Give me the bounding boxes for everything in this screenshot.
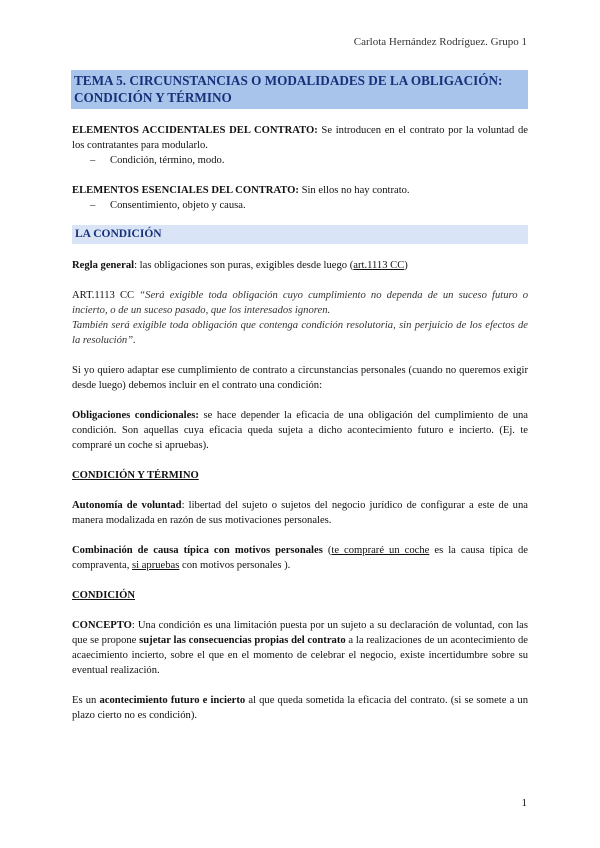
- header-author: Carlota Hernández Rodríguez. Grupo 1: [353, 36, 527, 48]
- acontecimiento-paragraph: [72, 693, 528, 723]
- accidentales-label: ELEMENTOS ACCIDENTALES DEL CONTRATO:: [72, 125, 318, 136]
- combinacion-paragraph: [72, 543, 528, 573]
- concepto-text-1: : Una condición es una limitación puesta por un sujeto a su declaración de voluntad, con las que se propone: [72, 620, 528, 646]
- concepto-bold: sujetar las consecuencias propias del contrato: [139, 635, 346, 646]
- combinacion-underline-1: te compraré un coche: [331, 545, 430, 556]
- concepto-text-2: a la realizaciones de un acontecimiento de acaecimiento incierto, sobre el que en el momento de celebrar el negocio, existe incertidumbre sobre su eventual realización.: [72, 635, 528, 676]
- accidentales-list: [72, 153, 528, 168]
- heading-cyt-label: CONDICIÓN Y TÉRMINO: [72, 470, 199, 481]
- article-link[interactable]: art.1113 CC: [353, 260, 405, 271]
- combinacion-open: (: [322, 545, 332, 556]
- regla-close: ): [404, 260, 408, 271]
- combinacion-underline-2: si apruebas: [132, 560, 180, 571]
- acontecimiento-post: al que queda sometida la eficacia del contrato. (si se somete a un plazo cierto no es condición).: [72, 695, 528, 721]
- autonomia-label: Autonomía de voluntad: [72, 500, 182, 511]
- accidentales-paragraph: [72, 123, 528, 153]
- list-item: – Condición, término, modo.: [72, 153, 528, 168]
- article-quote-paragraph: [72, 288, 528, 318]
- article-quote-1: “Será exigible toda obligación cuyo cumplimiento no dependa de un suceso futuro o incierto, o de un suceso pasado, que los interesados ignoren.: [72, 290, 528, 316]
- list-item: – Consentimiento, objeto y causa.: [72, 198, 528, 213]
- article-prefix: ART.1113 CC: [72, 290, 140, 301]
- combinacion-label: Combinación de causa típica con motivos personales: [72, 545, 323, 556]
- document-body: [72, 70, 528, 723]
- section-heading-condicion: LA CONDICIÓN: [72, 225, 528, 244]
- heading-condicion: [72, 588, 528, 603]
- regla-label: Regla general: [72, 260, 135, 271]
- obligaciones-label: Obligaciones condicionales:: [72, 410, 199, 421]
- obligaciones-text: se hace depender la eficacia de una obligación del cumplimiento de una condición. Son aquellas cuya eficacia queda sujeta a dicho acontecimiento futuro e incierto. (Ej. te compraré un coche si apruebas).: [72, 410, 528, 451]
- adaptar-paragraph: Si yo quiero adaptar ese cumplimiento de contrato a circunstancias personales (cuando no queremos exigir desde luego) debemos incluir en el contrato una condición:: [72, 365, 528, 391]
- acontecimiento-bold: acontecimiento futuro e incierto: [99, 695, 246, 706]
- esenciales-text: Sin ellos no hay contrato.: [298, 185, 410, 196]
- acontecimiento-pre: Es un: [72, 695, 100, 706]
- accidentales-text: Se introducen en el contrato por la voluntad de los contratantes para modularlo.: [72, 125, 528, 151]
- page-number: 1: [521, 797, 527, 809]
- regla-paragraph: [72, 258, 528, 273]
- esenciales-paragraph: [72, 183, 528, 198]
- heading-condicion-termino: [72, 468, 528, 483]
- combinacion-end: con motivos personales ).: [179, 560, 291, 571]
- article-quote-paragraph-2: [72, 318, 528, 348]
- regla-text: : las obligaciones son puras, exigibles desde luego (: [134, 260, 354, 271]
- document-title: TEMA 5. CIRCUNSTANCIAS O MODALIDADES DE LA OBLIGACIÓN: CONDICIÓN Y TÉRMINO: [71, 70, 528, 109]
- obligaciones-paragraph: [72, 408, 528, 453]
- autonomia-text: : libertad del sujeto o sujetos del negocio jurídico de configurar a este de una manera modalizada en razón de sus motivaciones personales.: [72, 500, 528, 526]
- esenciales-label: ELEMENTOS ESENCIALES DEL CONTRATO:: [72, 185, 299, 196]
- heading-condicion-label: CONDICIÓN: [72, 590, 135, 601]
- esenciales-list: [72, 198, 528, 213]
- article-quote-2: También será exigible toda obligación que contenga condición resolutoria, sin perjuicio de los efectos de la resolución”.: [72, 320, 528, 346]
- autonomia-paragraph: [72, 498, 528, 528]
- concepto-label: CONCEPTO: [72, 620, 132, 631]
- combinacion-mid: es la causa típica de compraventa,: [72, 545, 528, 571]
- concepto-paragraph: [72, 618, 528, 678]
